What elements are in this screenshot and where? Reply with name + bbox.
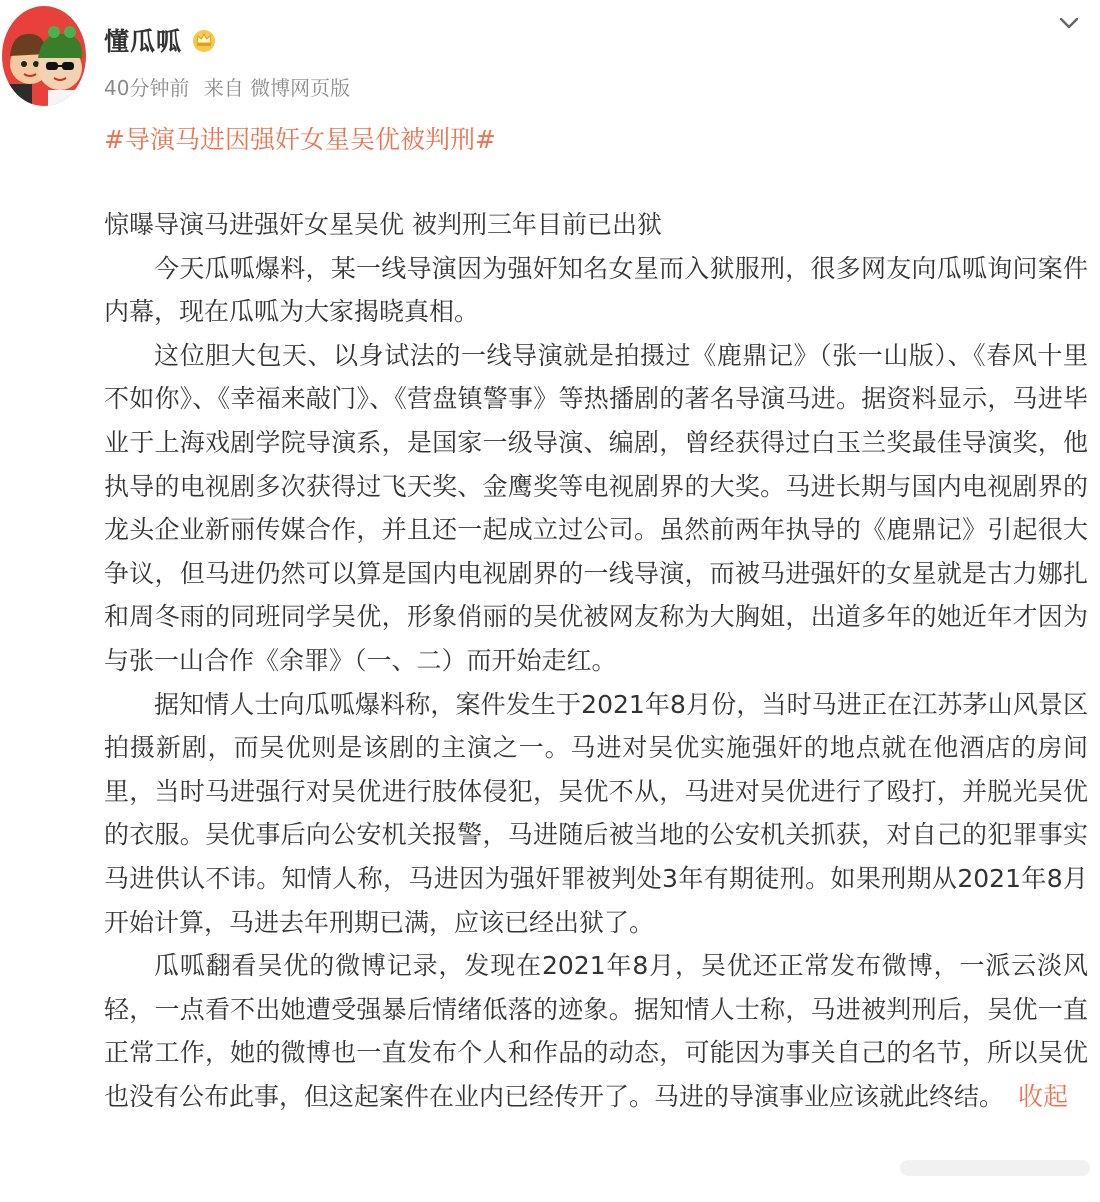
post-content	[104, 203, 1088, 1118]
user-name[interactable]	[104, 22, 218, 58]
post-meta	[104, 72, 358, 101]
post-paragraph-4-text: 瓜呱翻看吴优的微博记录，发现在2021年8月，吴优还正常发布微博，一派云淡风轻，一点看不出她遭受强暴后情绪低落的迹象。据知情人士称，马进被判刑后，吴优一直正常工作，她的微博也一直发布个人和作品的动态，可能因为事关自己的名节，所以吴优也没有公布此事，但这起案件在业内已经传开了。马进的导演事业应该就此终结。	[104, 951, 1088, 1111]
post-time[interactable]: 40分钟前	[104, 76, 190, 100]
post-headline: 惊曝导演马进强奸女星吴优 被判刑三年目前已出狱	[104, 210, 662, 239]
post-paragraph-1: 今天瓜呱爆料，某一线导演因为强奸知名女星而入狱服刑，很多网友向瓜呱询问案件内幕，现在瓜呱为大家揭晓真相。	[104, 253, 1088, 327]
post-source: 来自 微博网页版	[203, 76, 351, 100]
crown-icon	[190, 26, 218, 54]
post-paragraph-3: 据知情人士向瓜呱爆料称，案件发生于2021年8月份，当时马进正在江苏茅山风景区拍摄新剧，而吴优则是该剧的主演之一。马进对吴优实施强奸的地点就在他酒店的房间里，当时马进强行对吴优进行肢体侵犯，吴优不从，马进对吴优进行了殴打，并脱光吴优的衣服。吴优事后向公安机关报警，马进随后被当地的公安机关抓获，对自己的犯罪事实马进供认不讳。知情人称，马进因为强奸罪被判处3年有期徒刑。如果刑期从2021年8月开始计算，马进去年刑期已满，应该已经出狱了。	[104, 689, 1088, 937]
post-paragraph-4	[104, 944, 1088, 1118]
avatar-icon	[2, 6, 86, 106]
user-name-text[interactable]: 懂瓜呱	[104, 27, 183, 56]
collapse-link[interactable]: 收起	[1018, 1081, 1069, 1111]
watermark-icon	[900, 1156, 1090, 1180]
avatar[interactable]	[2, 6, 86, 106]
chevron-down-icon[interactable]	[1054, 8, 1084, 38]
post-paragraph-2: 这位胆大包天、以身试法的一线导演就是拍摄过《鹿鼎记》（张一山版）、《春风十里不如你》、《幸福来敲门》、《营盘镇警事》等热播剧的著名导演马进。据资料显示，马进毕业于上海戏剧学院导演系，是国家一级导演、编剧，曾经获得过白玉兰奖最佳导演奖，他执导的电视剧多次获得过飞天奖、金鹰奖等电视剧界的大奖。马进长期与国内电视剧界的龙头企业新丽传媒合作，并且还一起成立过公司。虽然前两年执导的《鹿鼎记》引起很大争议，但马进仍然可以算是国内电视剧界的一线导演，而被马进强奸的女星就是古力娜扎和周冬雨的同班同学吴优，形象俏丽的吴优被网友称为大胸姐，出道多年的她近年才因为与张一山合作《余罪》（一、二）而开始走红。	[104, 340, 1088, 675]
hashtag-link[interactable]: #导演马进因强奸女星吴优被判刑#	[104, 125, 496, 154]
